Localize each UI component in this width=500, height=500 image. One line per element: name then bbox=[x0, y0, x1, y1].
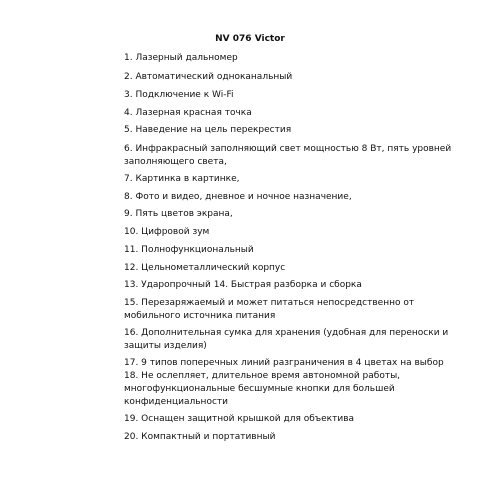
feature-line: заполняющего света, bbox=[124, 157, 227, 167]
feature-line: 12. Цельнометаллический корпус bbox=[124, 263, 286, 273]
feature-line: 17. 9 типов поперечных линий разграничения в 4 цветах на выбор bbox=[124, 358, 444, 368]
document-title: NV 076 Victor bbox=[215, 34, 285, 44]
feature-line: 6. Инфракрасный заполняющий свет мощностью 8 Вт, пять уровней bbox=[124, 144, 452, 154]
feature-line: 3. Подключение к Wi-Fi bbox=[124, 90, 234, 100]
feature-line: 18. Не ослепляет, длительное время автономной работы, bbox=[124, 371, 401, 381]
feature-line: 1. Лазерный дальномер bbox=[124, 53, 238, 63]
feature-line: защиты изделия) bbox=[124, 341, 207, 351]
feature-line: 4. Лазерная красная точка bbox=[124, 108, 252, 118]
feature-line: 7. Картинка в картинке, bbox=[124, 174, 240, 184]
feature-line: многофункциональные бесшумные кнопки для большей bbox=[124, 384, 395, 394]
feature-line: мобильного источника питания bbox=[124, 311, 276, 321]
feature-line: 15. Перезаряжаемый и может питаться непосредственно от bbox=[124, 298, 415, 308]
feature-line: 5. Наведение на цель перекрестия bbox=[124, 125, 292, 135]
feature-line: 9. Пять цветов экрана, bbox=[124, 209, 233, 219]
feature-line: 16. Дополнительная сумка для хранения (удобная для переноски и bbox=[124, 328, 449, 338]
feature-line: 8. Фото и видео, дневное и ночное назначение, bbox=[124, 192, 352, 202]
feature-line: 10. Цифровой зум bbox=[124, 227, 210, 237]
feature-line: 2. Автоматический одноканальный bbox=[124, 72, 293, 82]
feature-line: 19. Оснащен защитной крышкой для объектива bbox=[124, 414, 355, 424]
feature-line: конфиденциальности bbox=[124, 397, 228, 407]
feature-line: 13. Ударопрочный 14. Быстрая разборка и сборка bbox=[124, 280, 362, 290]
feature-line: 11. Полнофункциональный bbox=[124, 245, 254, 255]
feature-line: 20. Компактный и портативный bbox=[124, 432, 276, 442]
